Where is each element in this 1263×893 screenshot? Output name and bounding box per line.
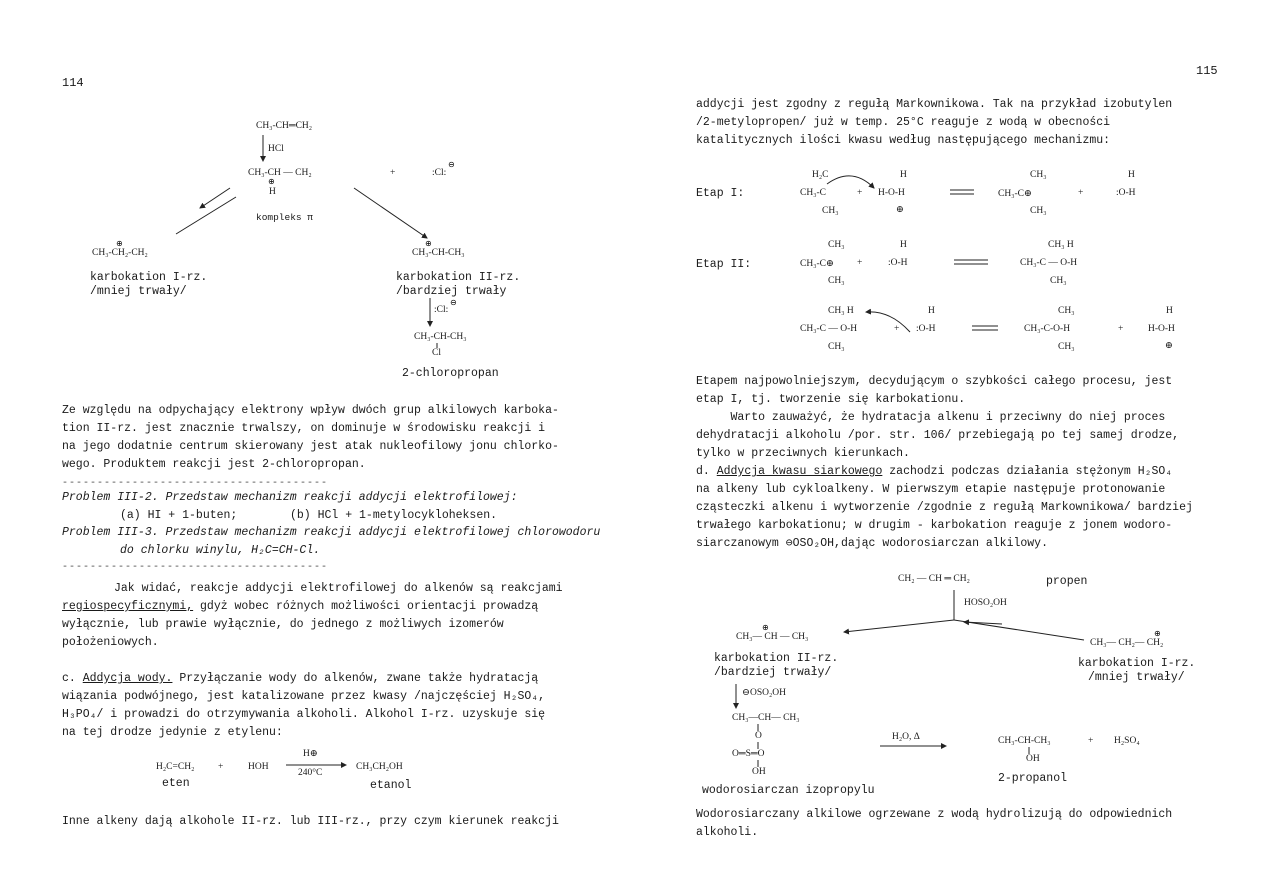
alcohol-formula: CH₃-CH-CH₃ (998, 736, 1051, 746)
methyl-group: CH₃ (822, 206, 839, 216)
hydrogen-atom: H (900, 170, 907, 180)
propene-name: propen (1046, 575, 1088, 588)
text-line: siarczanowym ⊖OSO₂OH,dając wodorosiarczan alkilowy. (696, 537, 1048, 550)
secondary-cation-stability: /bardziej trwały (396, 285, 507, 298)
text-line: na jego dodatnie centrum skierowany jest atak nukleofilowy jonu chlorko- (62, 440, 559, 453)
secondary-cation-stability: /bardziej trwały/ (714, 666, 832, 679)
catalyst-label: H⊕ (303, 749, 318, 759)
water-molecule: :O-H (916, 324, 936, 334)
hydronium-ion: H-O-H (1148, 324, 1175, 334)
text-line: H₃PO₄/ i prowadzi do otrzymywania alkoholi. Alkohol I-rz. uzyskuje się (62, 708, 546, 721)
methyl-group: CH₃ (1058, 342, 1075, 352)
ethanol-name: etanol (370, 779, 412, 792)
methyl-group: CH₃ (828, 240, 845, 250)
text-line: cząsteczki alkenu i wytworzenie /zgodnie z regułą Markownikowa/ bardziej (696, 501, 1193, 514)
text-line-last: Inne alkeny dają alkohole II-rz. lub III-rz., przy czym kierunek reakcji (62, 815, 559, 828)
svg-text:⊕: ⊕ (116, 239, 123, 248)
tert-butyl-cation: CH₃-C⊕ (800, 259, 834, 269)
page-number: 115 (1196, 64, 1218, 78)
tert-butanol: CH₃-C-O-H (1024, 324, 1071, 334)
svg-text:⊖: ⊖ (450, 298, 457, 307)
reagent-label: HOSO₂OH (964, 598, 1007, 608)
oxonium-ion: CH₃-C — O-H (800, 324, 858, 334)
alcohol-hydroxyl: OH (1026, 754, 1040, 764)
underlined-term: regiospecyficznymi, (62, 600, 194, 613)
pi-complex-hydrogen: H (269, 187, 276, 197)
text-line: katalitycznych ilości kwasu według następującego mechanizmu: (696, 134, 1111, 147)
text-line: położeniowych. (62, 636, 159, 649)
text-line: Jak widać, reakcje addycji elektrofilowej do alkenów są reakcjami (114, 582, 563, 595)
plus-sign: + (1088, 736, 1094, 746)
separator-top: -------------------------------------- (62, 478, 329, 489)
ester-oxygen: O (755, 731, 762, 741)
text-line: na alkeny lub cykloalkeny. W pierwszym etapie następuje protonowanie (696, 483, 1166, 496)
h2c-group: H₂C (812, 170, 829, 180)
problem-iii-3-title: Problem III-3. Przedstaw mechanizm reakcji addycji elektrofilowej chlorowodoru (62, 526, 601, 539)
pi-complex-formula: CH₃-CH — CH₂ (248, 168, 312, 178)
water-formula: HOH (248, 762, 269, 772)
problem-iii-2-b: (b) HCl + 1-metylocykloheksen. (290, 509, 498, 522)
methyl-group: CH₃ (1050, 276, 1067, 286)
plus-sign: + (390, 168, 396, 178)
text-line: Warto zauważyć, że hydratacja alkenu i przeciwny do niej proces (696, 411, 1166, 424)
svg-text:⊖: ⊖ (448, 160, 455, 169)
primary-cation-stability: /mniej trwały/ (90, 285, 187, 298)
hydrolysis-conditions: H₂O, Δ (892, 732, 920, 742)
primary-cation-label: karbokation I-rz. (90, 271, 208, 284)
svg-text:⊕: ⊕ (425, 239, 432, 248)
methyl-group: CH₃ (1030, 206, 1047, 216)
section-heading-c: Addycja wody. (82, 672, 173, 685)
svg-text:⊕: ⊕ (1154, 629, 1161, 638)
ester-sulfonyl: O═S═O (732, 749, 765, 759)
svg-text:⊕: ⊕ (762, 623, 769, 632)
propene-formula: CH₂ — CH ═ CH₂ (898, 574, 970, 584)
chloride-ion: :Cl: (432, 168, 447, 178)
primary-cation-label: karbokation I-rz. (1078, 657, 1196, 670)
text-line: alkoholi. (696, 826, 759, 839)
methyl-hydrogen: CH₃ H (828, 306, 854, 316)
plus-sign: + (1118, 324, 1124, 334)
text-line: na tej drodze jedynie z etylenu: (62, 726, 283, 739)
hydronium-ion: H-O-H (878, 188, 905, 198)
right-page (632, 0, 1263, 893)
hydrogensulfate-anion: ⊖OSO₂OH (742, 688, 786, 698)
svg-text:⊕: ⊕ (268, 177, 275, 186)
secondary-cation-formula: CH₃— CH — CH₃ (736, 632, 809, 642)
secondary-cation-formula: CH₃-CH-CH₃ (412, 248, 465, 258)
problem-iii-2-a: (a) HI + 1-buten; (120, 509, 238, 522)
chloride-attack: :Cl: (434, 305, 449, 315)
primary-cation-formula: CH₃-CH₂-CH₂ (92, 248, 148, 258)
ester-chain: CH₃—CH— CH₃ (732, 713, 800, 723)
primary-cation-formula: CH₃— CH₂— CH₂ (1090, 638, 1164, 648)
problem-iii-3-line2: do chlorku winylu, H₂C=CH-Cl. (120, 544, 321, 557)
hydrogen-atom: H (1128, 170, 1135, 180)
text-line: c. Addycja wody. Przyłączanie wody do alkenów, zwane także hydratacją (62, 672, 539, 685)
plus-sign: + (218, 762, 224, 772)
ethene-name: eten (162, 777, 190, 790)
secondary-cation-label: karbokation II-rz. (714, 652, 839, 665)
plus-sign: + (894, 324, 900, 334)
methyl-group: CH₃ (828, 342, 845, 352)
text-line: wiązania podwójnego, jest katalizowane przez kwasy /najczęściej H₂SO₄, (62, 690, 546, 703)
text-line: /2-metylopropen/ już w temp. 25°C reaguje z wodą w obecności (696, 116, 1111, 129)
stage-2-label: Etap II: (696, 258, 752, 271)
paragraph-hydrolysis (696, 806, 1172, 842)
text-line: Etapem najpowolniejszym, decydującym o szybkości całego procesu, jest (696, 375, 1173, 388)
text-line: tion II-rz. jest znacznie trwalszy, on dominuje w środowisku reakcji i (62, 422, 546, 435)
positive-charge: ⊕ (1165, 341, 1173, 351)
ester-hydroxyl: OH (752, 767, 766, 777)
text-line: Wodorosiarczany alkilowe ogrzewane z wodą hydrolizują do odpowiednich (696, 808, 1173, 821)
hcl-reagent: HCl (268, 144, 284, 154)
pi-complex-label: kompleks π (256, 212, 314, 223)
problem-iii-2-title: Problem III-2. Przedstaw mechanizm reakcji addycji elektrofilowej: (62, 491, 518, 504)
text-line: regiospecyficznymi, gdyż wobec różnych możliwości orientacji prowadzą (62, 600, 539, 613)
product-name: 2-chloropropan (402, 367, 499, 380)
oxonium-ion: CH₃-C — O-H (1020, 258, 1078, 268)
hydrogen-atom: H (900, 240, 907, 250)
hydrogen-atom: H (1166, 306, 1173, 316)
page-number: 114 (62, 76, 84, 90)
tert-butyl-cation: CH₃-C⊕ (998, 189, 1032, 199)
text-line: addycji jest zgodny z regułą Markownikowa. Tak na przykład izobutylen (696, 98, 1173, 111)
methyl-hydrogen: CH₃ H (1048, 240, 1074, 250)
propene-formula: CH₃-CH═CH₂ (256, 121, 313, 131)
text-line: d. Addycja kwasu siarkowego zachodzi podczas działania stężonym H₂SO₄ (696, 465, 1173, 478)
secondary-cation-label: karbokation II-rz. (396, 271, 521, 284)
text-line: trwałego karbokationu; w drugim - karbokation reaguje z jonem wodoro- (696, 519, 1173, 532)
plus-sign: + (857, 258, 863, 268)
scheme-arrows (632, 0, 1263, 893)
text-line: tylko w przeciwnych kierunkach. (696, 447, 910, 460)
ethanol-formula: CH₃CH₂OH (356, 762, 403, 772)
plus-sign: + (1078, 188, 1084, 198)
sulfuric-acid-formula: H₂SO₄ (1114, 736, 1140, 746)
water-molecule: :O-H (888, 258, 908, 268)
ester-name: wodorosiarczan izopropylu (702, 784, 875, 797)
isobutylene-carbon: CH₃-C (800, 188, 827, 198)
positive-charge: ⊕ (896, 205, 904, 215)
stage-1-label: Etap I: (696, 187, 745, 200)
text-line: Ze względu na odpychający elektrony wpływ dwóch grup alkilowych karboka- (62, 404, 559, 417)
ethene-formula: H₂C=CH₂ (156, 762, 195, 772)
methyl-group: CH₃ (1030, 170, 1047, 180)
text-line: dehydratacji alkoholu /por. str. 106/ przebiegają po tej samej drodze, (696, 429, 1180, 442)
separator-bottom: -------------------------------------- (62, 562, 329, 573)
methyl-group: CH₃ (1058, 306, 1075, 316)
plus-sign: + (857, 188, 863, 198)
temperature-label: 240°C (298, 768, 323, 778)
hydrogen-atom: H (928, 306, 935, 316)
product-formula: CH₃-CH-CH₃ (414, 332, 467, 342)
text-line: wego. Produktem reakcji jest 2-chloropropan. (62, 458, 366, 471)
text-line: etap I, tj. tworzenie się karbokationu. (696, 393, 966, 406)
alcohol-name: 2-propanol (998, 772, 1068, 785)
water-molecule: :O-H (1116, 188, 1136, 198)
methyl-group: CH₃ (828, 276, 845, 286)
primary-cation-stability: /mniej trwały/ (1088, 671, 1185, 684)
product-chlorine: Cl (432, 348, 441, 358)
text-line: wyłącznie, lub prawie wyłącznie, do jednego z możliwych izomerów (62, 618, 504, 631)
section-heading-d: Addycja kwasu siarkowego (716, 465, 883, 478)
